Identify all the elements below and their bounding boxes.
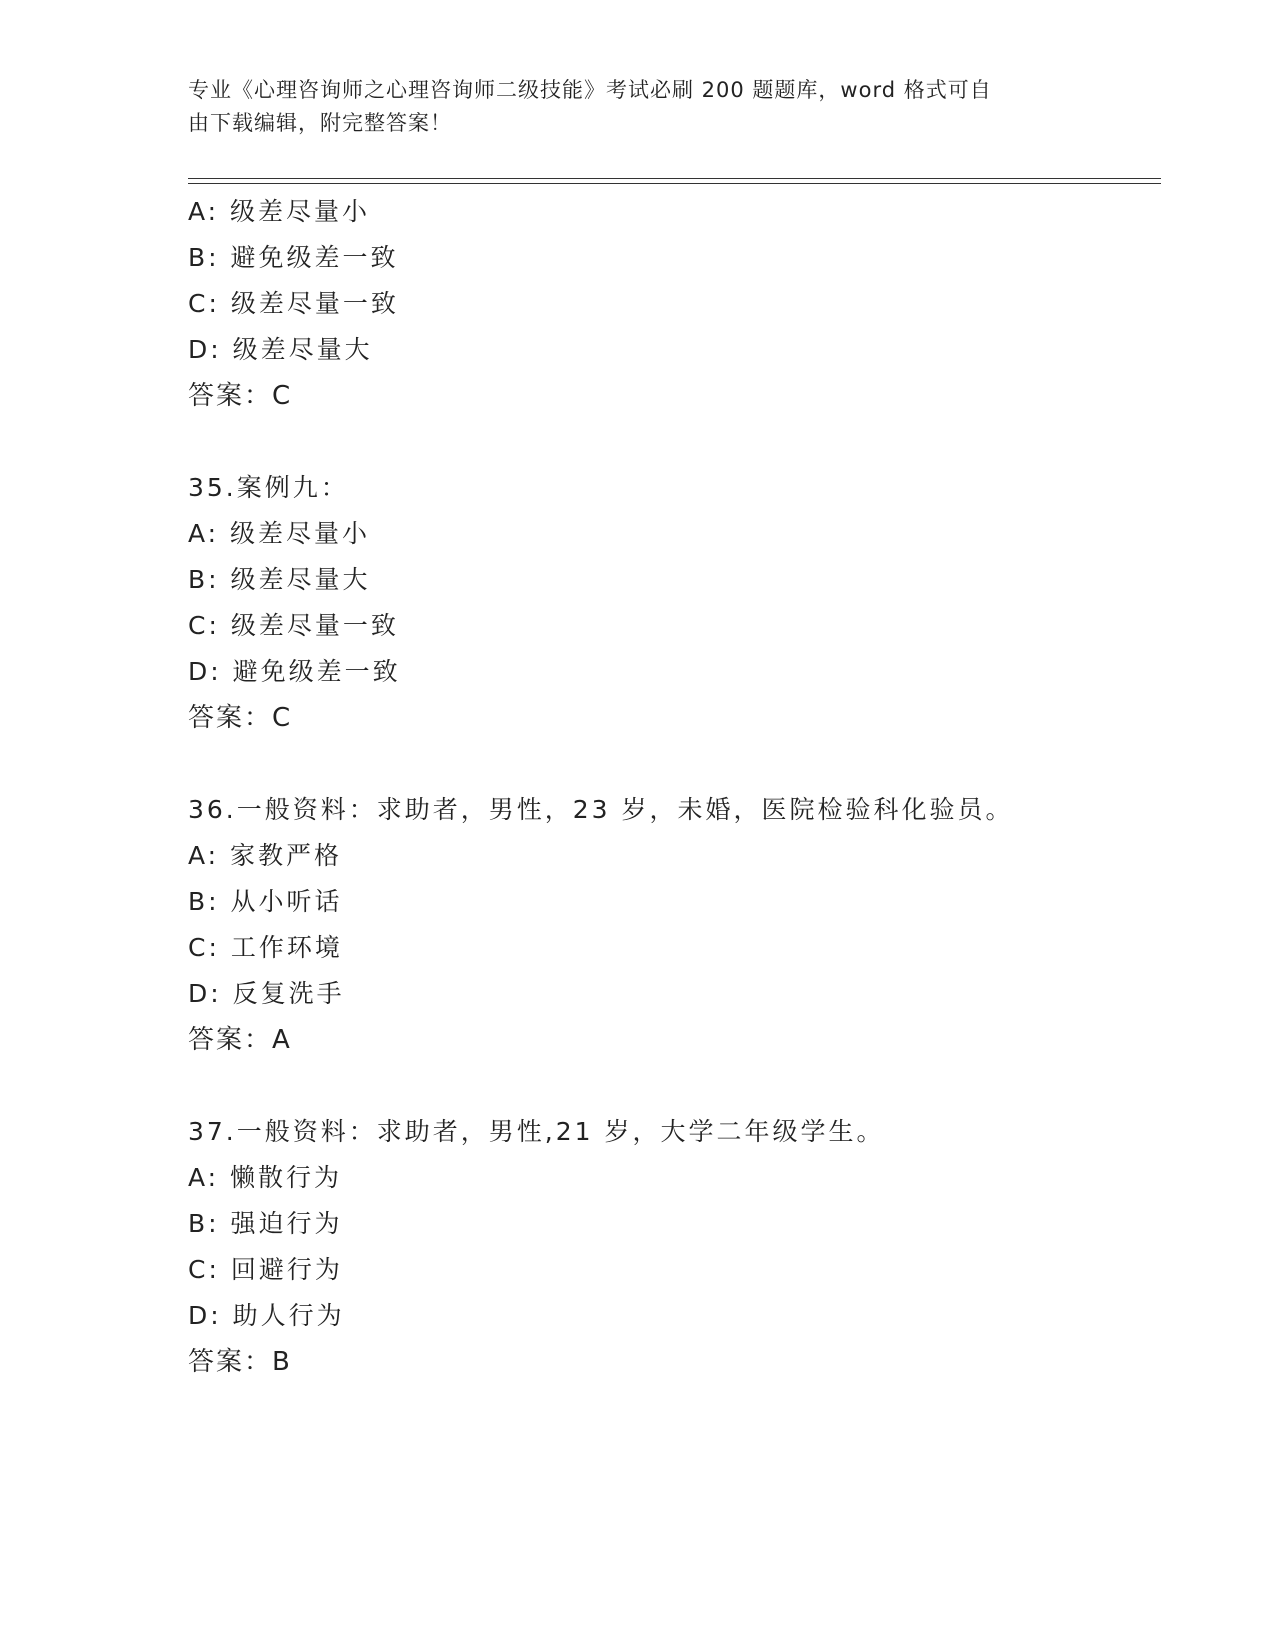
document-header <box>188 74 1088 140</box>
header-divider-top <box>188 178 1161 179</box>
header-line-2: 由下载编辑，附完整答案！ <box>188 111 452 135</box>
answer-line: 答案：B <box>188 1347 292 1377</box>
option-a: A: 级差尽量小 <box>188 197 371 226</box>
question-stem: 36.一般资料：求助者，男性，23 岁，未婚，医院检验科化验员。 <box>188 795 1014 824</box>
option-d: D: 级差尽量大 <box>188 335 373 364</box>
question-block-36 <box>188 787 1148 1063</box>
option-c: C: 回避行为 <box>188 1255 343 1284</box>
option-b: B: 从小听话 <box>188 887 343 916</box>
option-c: C: 级差尽量一致 <box>188 289 399 318</box>
question-block-37 <box>188 1109 1148 1385</box>
question-stem: 37.一般资料：求助者，男性,21 岁，大学二年级学生。 <box>188 1117 885 1146</box>
question-list <box>188 189 1148 1385</box>
option-c: C: 级差尽量一致 <box>188 611 399 640</box>
question-block-34 <box>188 189 1148 419</box>
question-spacer <box>188 419 1148 465</box>
option-d: D: 反复洗手 <box>188 979 345 1008</box>
question-stem: 35.案例九： <box>188 473 349 502</box>
header-divider-bottom <box>188 183 1161 184</box>
option-a: A: 级差尽量小 <box>188 519 371 548</box>
option-b: B: 避免级差一致 <box>188 243 399 272</box>
answer-line: 答案：C <box>188 703 293 733</box>
question-block-35 <box>188 465 1148 741</box>
answer-line: 答案：A <box>188 1025 292 1055</box>
question-spacer <box>188 1063 1148 1109</box>
option-a: A: 家教严格 <box>188 841 343 870</box>
header-line-1: 专业《心理咨询师之心理咨询师二级技能》考试必刷 200 题题库，word 格式可自 <box>188 78 992 102</box>
option-c: C: 工作环境 <box>188 933 343 962</box>
answer-line: 答案：C <box>188 381 293 411</box>
option-d: D: 助人行为 <box>188 1301 345 1330</box>
option-d: D: 避免级差一致 <box>188 657 401 686</box>
option-b: B: 强迫行为 <box>188 1209 343 1238</box>
question-spacer <box>188 741 1148 787</box>
option-a: A: 懒散行为 <box>188 1163 343 1192</box>
option-b: B: 级差尽量大 <box>188 565 371 594</box>
